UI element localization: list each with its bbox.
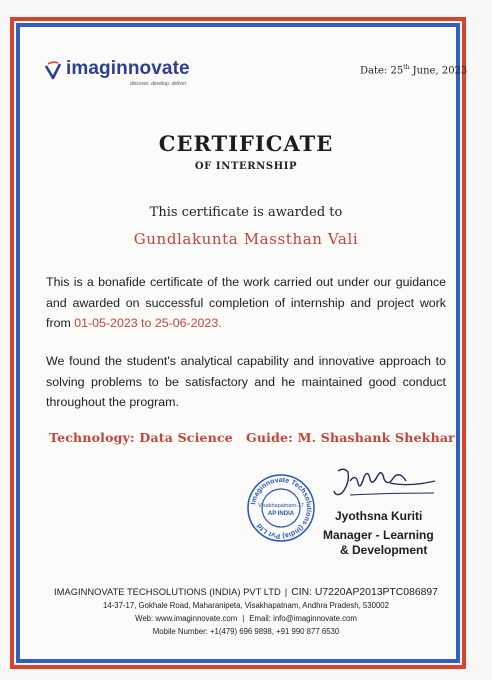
conduct-paragraph: We found the student's analytical capability and innovative approach to solving problems to be satisfactory and he maintained good conduct throughout the program. — [46, 354, 446, 409]
logo-v-icon — [44, 60, 64, 80]
date-suffix: th — [403, 64, 410, 71]
awarded-to-text: This certificate is awarded to — [149, 205, 343, 220]
signature — [330, 463, 440, 503]
footer-mobile: Mobile Number: +1(479) 696 9898, +91 990 877 6530 — [152, 627, 340, 636]
footer-contact-line — [0, 614, 492, 623]
logo-tagline: discover. develop. deliver. — [130, 81, 188, 87]
certificate-body — [20, 27, 456, 659]
company-logo — [44, 58, 214, 98]
footer-cin: CIN: U7220AP2013PTC086897 — [291, 587, 438, 598]
footer-company-line — [0, 586, 492, 598]
internship-paragraph — [46, 272, 446, 334]
footer-email-link[interactable]: Email: info@imaginnovate.com — [249, 614, 357, 623]
signer-role-line1: Manager - Learning — [323, 528, 434, 542]
seal-line2: AP INDIA — [267, 511, 295, 517]
internship-dates: 01-05-2023 to 25-06-2023. — [74, 316, 222, 330]
paragraph1-text: This is a bonafide certificate of the work carried out under our guidance and awarded on successful completion of internship and project work from — [46, 275, 446, 330]
certificate-title: CERTIFICATE — [158, 131, 334, 156]
footer-contact-divider: | — [242, 614, 245, 623]
signer-role-line2: & Development — [340, 543, 428, 557]
logo-wordmark: imaginnovate — [66, 58, 190, 79]
seal-outer-text: Imaginnovate Techsolutions (India) Pvt Ltd — [250, 476, 313, 540]
seal-line1: Visakhapatnam-17 — [258, 503, 304, 509]
footer-web-link[interactable]: Web: www.imaginnovate.com — [135, 614, 238, 623]
recipient-name: Gundlakunta Massthan Vali — [133, 230, 359, 248]
issue-date — [360, 64, 467, 76]
date-rest: June, 2023 — [409, 65, 468, 77]
date-prefix: Date: 25 — [360, 65, 404, 77]
footer-company: IMAGINNOVATE TECHSOLUTIONS (INDIA) PVT LTD — [54, 586, 281, 597]
footer-divider: | — [284, 586, 288, 597]
technology-label: Technology: Data Science — [49, 430, 233, 445]
company-seal-icon — [246, 473, 316, 543]
certificate-subtitle: OF INTERNSHIP — [194, 161, 298, 172]
guide-label: Guide: M. Shashank Shekhar — [246, 430, 455, 445]
signer-name: Jyothsna Kuriti — [335, 509, 423, 523]
footer-address: 14-37-17, Gokhale Road, Maharanipeta, Visakhapatnam, Andhra Pradesh, 530002 — [103, 601, 389, 610]
